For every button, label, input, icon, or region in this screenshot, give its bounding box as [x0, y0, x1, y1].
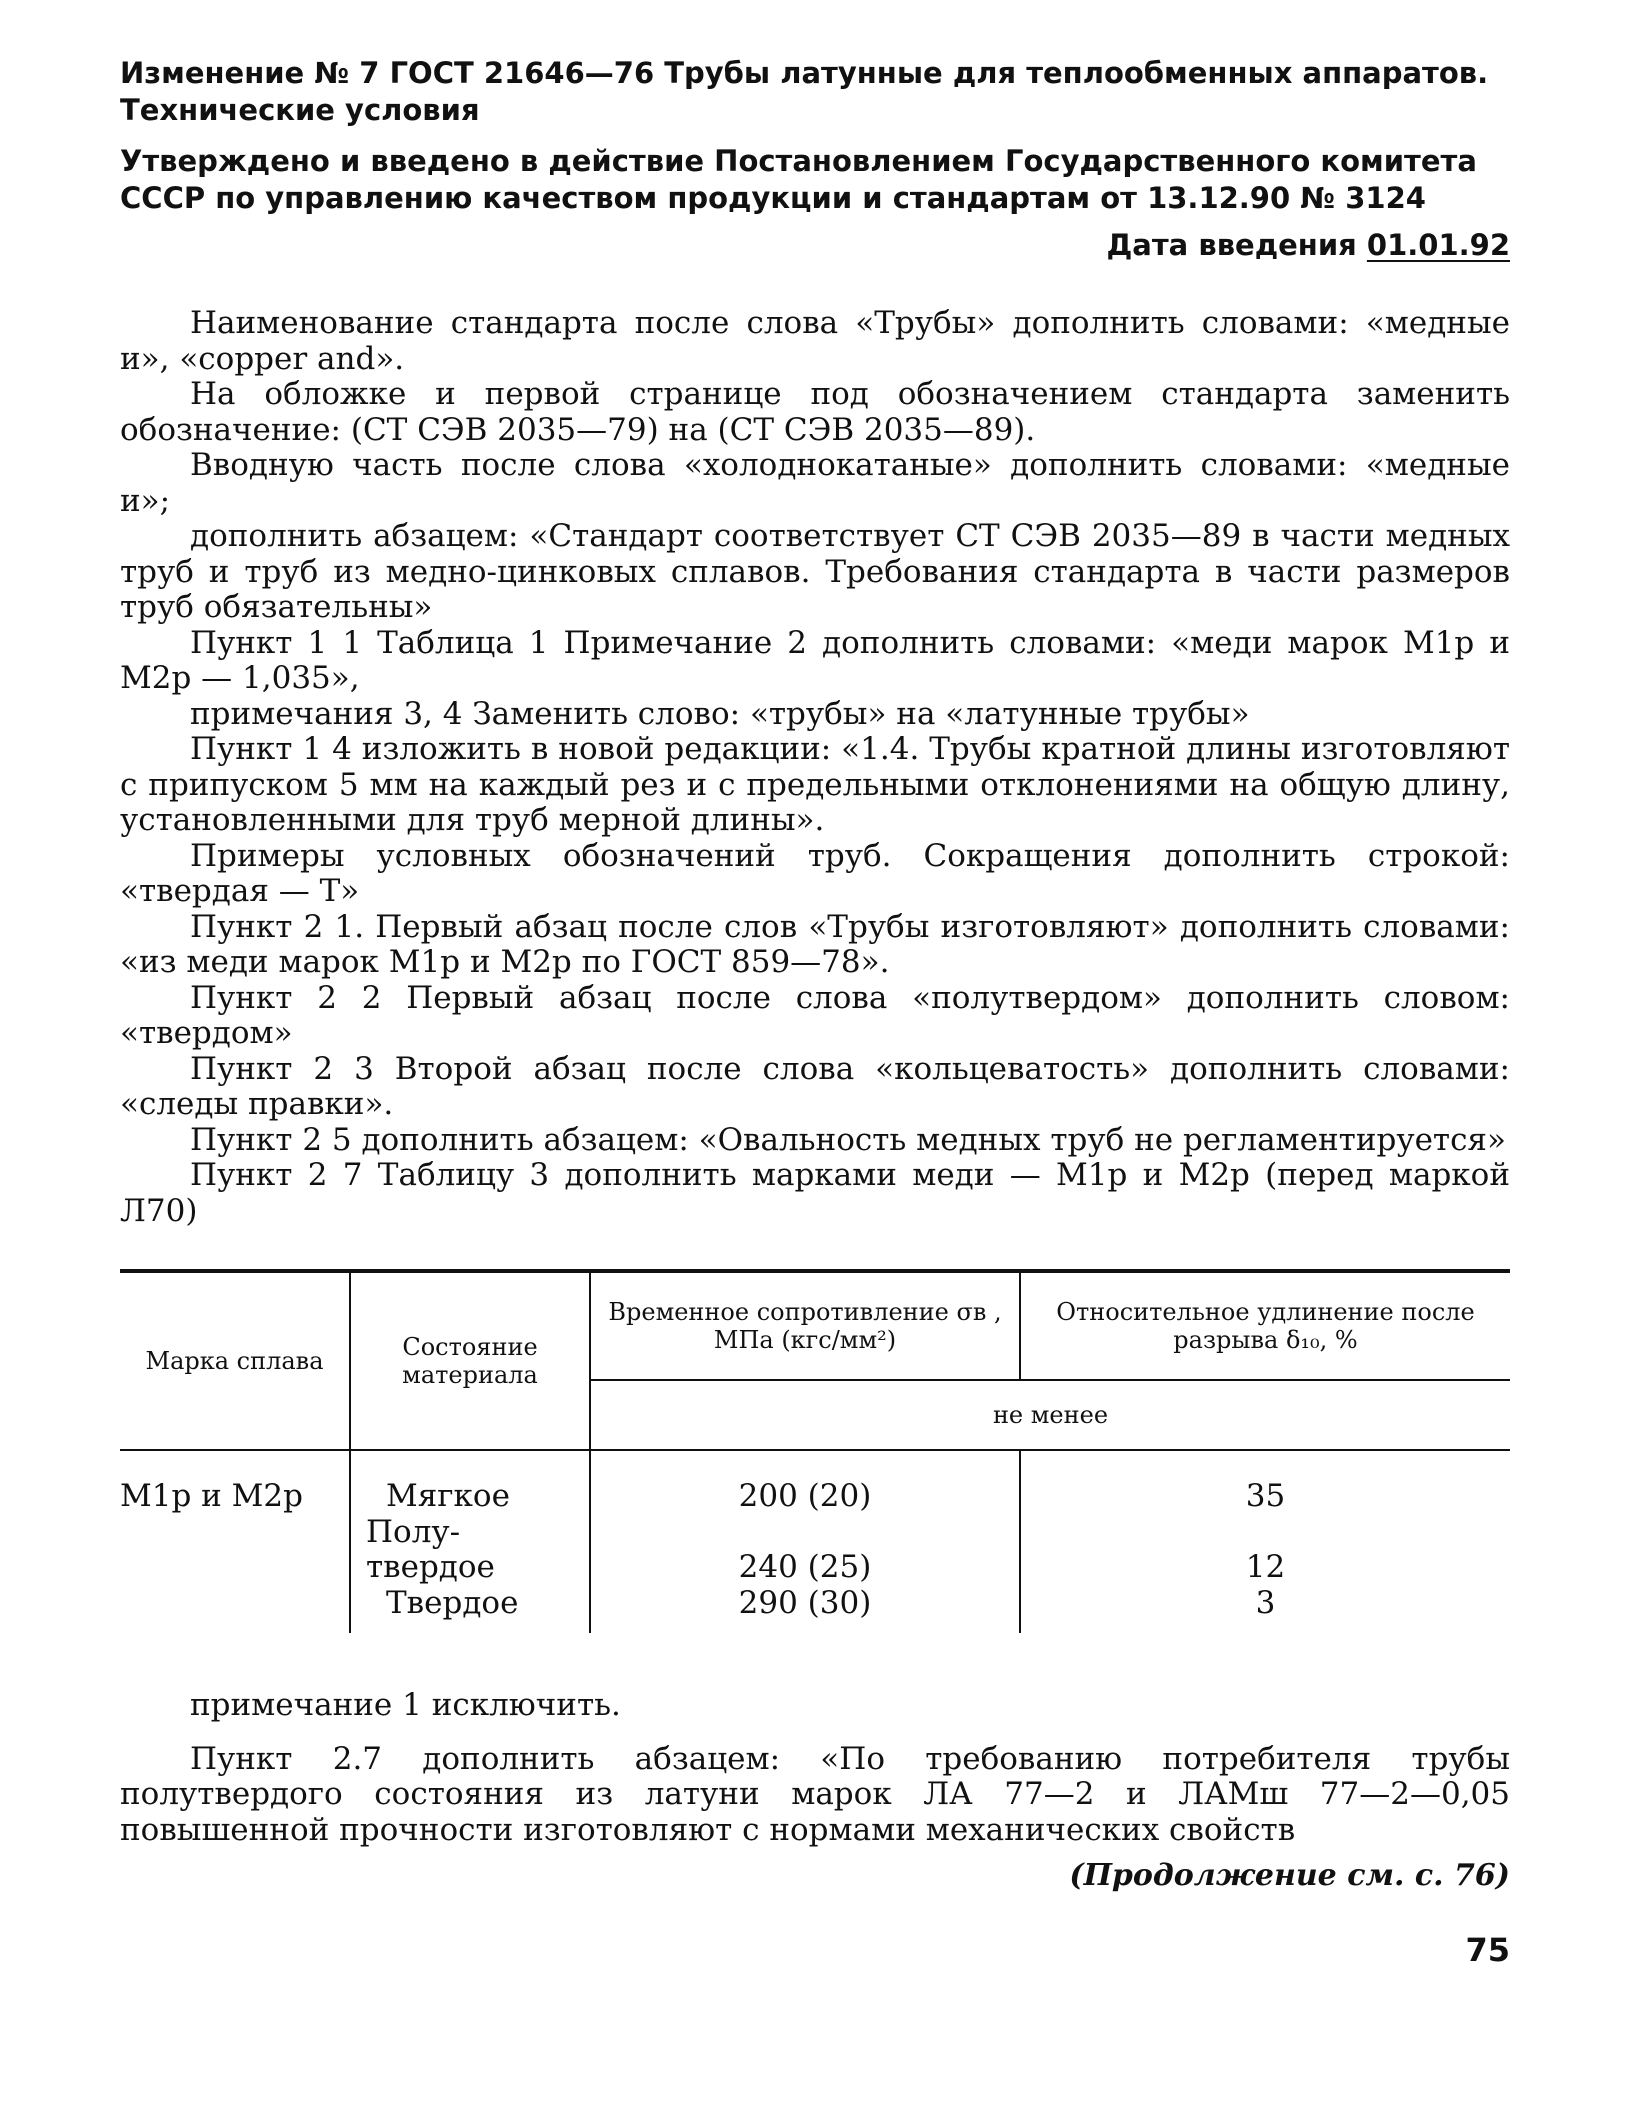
after-table-text	[120, 1688, 1510, 1848]
paragraph: Пункт 2 5 дополнить абзацем: «Овальность медных труб не регламентируется»	[190, 1121, 1506, 1158]
table-header-elongation: Относительное удлинение после разрыва δ₁₀, %	[1056, 1298, 1475, 1354]
paragraph: Наименование стандарта после слова «Трубы» дополнить словами: «медные и», «copper and».	[120, 305, 1510, 377]
approval-statement: Утверждено и введено в действие Постановлением Государственного комитета СССР по управлению качеством продукции и стандартам от 13.12.90 № 3124	[120, 144, 1477, 215]
table-header-not-less: не менее	[590, 1380, 1510, 1450]
table-cell-alloy: М1р и М2р	[120, 1450, 350, 1633]
paragraph: Пункт 2 1. Первый абзац после слов «Трубы изготовляют» дополнить словами: «из меди марок М1р и М2р по ГОСТ 859—78».	[120, 908, 1510, 980]
paragraph: Пункт 2 2 Первый абзац после слова «полутвердом» дополнить словом: «твердом»	[120, 979, 1510, 1051]
elongation-value: 35	[1245, 1478, 1286, 1514]
document-page	[120, 55, 1510, 1969]
strength-value: 200 (20)	[738, 1478, 872, 1514]
paragraph: Пункт 2.7 дополнить абзацем: «По требованию потребителя трубы полутвердого состояния из латуни марок ЛА 77—2 и ЛАМш 77—2—0,05 повышенной прочности изготовляют с нормами механических свойств	[120, 1740, 1510, 1848]
table-cell-strength	[590, 1450, 1020, 1633]
paragraph: дополнить абзацем: «Стандарт соответствует СТ СЭВ 2035—89 в части медных труб и труб из медно-цинковых сплавов. Требования стандарта в части размеров труб обязательны»	[120, 518, 1510, 625]
paragraph: примечания 3, 4 Заменить слово: «трубы» на «латунные трубы»	[190, 695, 1250, 732]
elongation-value: 12	[1245, 1549, 1286, 1585]
paragraph: примечание 1 исключить.	[190, 1687, 621, 1723]
paragraph: Пункт 2 7 Таблицу 3 дополнить марками меди — М1р и М2р (перед маркой Л70)	[120, 1157, 1510, 1229]
table-header-strength: Временное сопротивление σв , МПа (кгс/мм²)	[590, 1271, 1020, 1380]
document-title: Изменение № 7 ГОСТ 21646—76 Трубы латунные для теплообменных аппаратов. Технические условия	[120, 56, 1489, 127]
paragraph: На обложке и первой странице под обозначением стандарта заменить обозначение: (СТ СЭВ 2035—79) на (СТ СЭВ 2035—89).	[120, 376, 1510, 448]
paragraph: Пункт 1 1 Таблица 1 Примечание 2 дополнить словами: «меди марок М1р и М2р — 1,035»,	[120, 624, 1510, 696]
paragraph: Пункт 2 3 Второй абзац после слова «кольцеватость» дополнить словами: «следы правки».	[120, 1050, 1510, 1122]
elongation-value: 3	[1255, 1584, 1276, 1621]
page-number: 75	[1465, 1931, 1510, 1969]
strength-value: 290 (30)	[738, 1584, 872, 1621]
paragraph: Вводную часть после слова «холоднокатаные» дополнить словами: «медные и»;	[120, 447, 1510, 519]
state-hard: Твердое	[386, 1584, 519, 1621]
table-header-state: Состояние материала	[350, 1271, 590, 1450]
effective-date-value: 01.01.92	[1366, 228, 1510, 262]
table-header-alloy: Марка сплава	[120, 1271, 350, 1450]
paragraph: Пункт 1 4 изложить в новой редакции: «1.4. Трубы кратной длины изготовляют с припуском 5 мм на каждый рез и с предельными отклонениями на общую длину, установленными для труб мерной длины».	[120, 731, 1510, 838]
continued-note: (Продолжение см. с. 76)	[1069, 1858, 1510, 1893]
state-half-hard: Полу-твердое	[366, 1513, 495, 1585]
amendment-body	[120, 306, 1510, 1229]
table-cell-elongation	[1020, 1450, 1510, 1633]
table-row	[120, 1450, 1510, 1633]
effective-date: Дата введения 01.01.92	[1106, 228, 1510, 262]
paragraph: Примеры условных обозначений труб. Сокращения дополнить строкой: «твердая — Т»	[120, 837, 1510, 909]
properties-table	[120, 1269, 1510, 1633]
state-soft: Мягкое	[386, 1478, 510, 1514]
table-cell-state	[350, 1450, 590, 1633]
strength-value: 240 (25)	[738, 1549, 872, 1585]
